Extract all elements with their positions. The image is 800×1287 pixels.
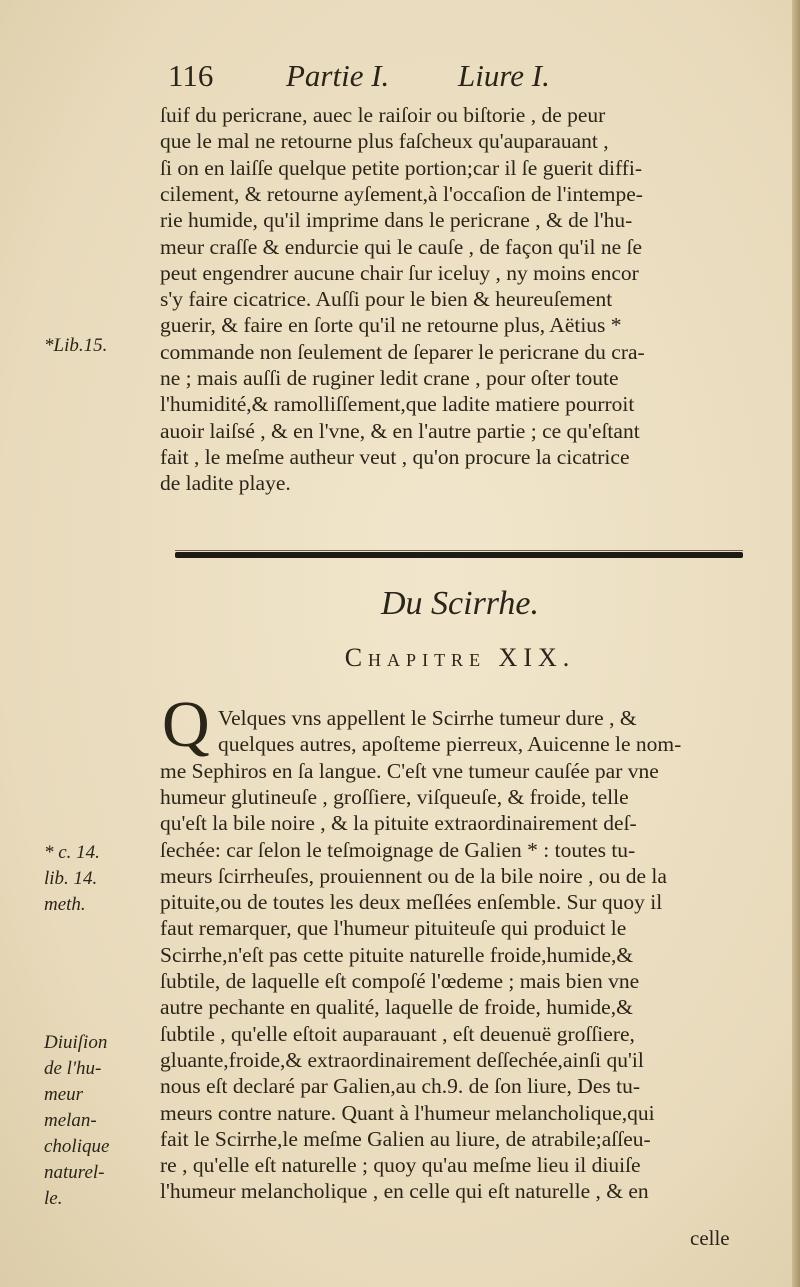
marginal-note-lib15: *Lib.15. — [44, 335, 108, 356]
text-line: nous eſt declaré par Galien,au ch.9. de ſon liure, Des tu- — [160, 1074, 640, 1099]
marginal-note-line: * c. 14. — [44, 842, 100, 863]
page-edge — [792, 0, 800, 1287]
text-line: l'humeur melancholique , en celle qui eſt naturelle , & en — [160, 1179, 649, 1204]
marginal-note-division — [44, 1030, 154, 1212]
text-line: meurs ſcirrheuſes, prouiennent ou de la bile noire , ou de la — [160, 863, 667, 888]
rule-line-thin — [175, 550, 743, 551]
text-line: humeur glutineuſe , groſſiere, viſqueuſe, & froide, telle — [160, 784, 629, 809]
text-line: Velques vns appellent le Scirrhe tumeur dure , & — [218, 706, 637, 730]
text-line: cilement, & retourne ayſement,à l'occaſion de l'intempe- — [160, 181, 643, 206]
text-line: de ladite playe. — [160, 471, 291, 496]
text-line: fait le Scirrhe,le meſme Galien au liure, de atrabile;aſſeu- — [160, 1126, 651, 1151]
page-number: 116 — [168, 58, 214, 93]
marginal-note-galien — [44, 840, 154, 918]
text-line: quelques autres, apoſteme pierreux, Auicenne le nom- — [218, 732, 682, 757]
marginal-note-line: Diuiſion — [44, 1032, 108, 1053]
text-line: re , qu'elle eſt naturelle ; quoy qu'au meſme lieu il diuiſe — [160, 1153, 641, 1178]
text-line: l'humidité,& ramolliſſement,que ladite matiere pourroit — [160, 392, 635, 417]
text-line: ſuif du pericrane, auec le raiſoir ou biſtorie , de peur — [160, 103, 606, 127]
running-header — [168, 58, 748, 98]
marginal-note-line: de l'hu- — [44, 1058, 102, 1079]
text-line: s'y faire cicatrice. Auſſi pour le bien & heureuſement — [160, 287, 613, 312]
text-line: peut engendrer aucune chair ſur iceluy , ny moins encor — [160, 260, 639, 285]
section-divider-rule — [175, 552, 743, 558]
catchword: celle — [690, 1226, 730, 1250]
marginal-note-line: lib. 14. — [44, 868, 98, 889]
drop-cap: Q — [162, 688, 210, 761]
marginal-note-line: cholique — [44, 1136, 110, 1157]
text-line: qu'eſt la bile noire , & la pituite extraordinairement deſ- — [160, 811, 637, 836]
section-title: Du Scirrhe. — [380, 585, 540, 622]
text-line: faut remarquer, que l'humeur pituiteuſe qui produict le — [160, 916, 627, 941]
marginal-note-line: meur — [44, 1084, 84, 1105]
text-line: pituite,ou de toutes les deux meſlées enſemble. Sur quoy il — [160, 890, 663, 915]
text-line: ſi on en laiſſe quelque petite portion;car il ſe guerit diffi- — [160, 155, 643, 180]
text-line: ne ; mais auſſi de ruginer ledit crane , pour oſter toute — [160, 366, 619, 390]
text-line: ſubtile , qu'elle eſtoit auparauant , eſt deuenuë groſſiere, — [160, 1021, 635, 1046]
text-line: ſubtile, de laquelle eſt compoſé l'œdeme ; mais bien vne — [160, 969, 640, 993]
text-line: fait , le meſme autheur veut , qu'on procure la cicatrice — [160, 444, 630, 469]
text-line: meur craſſe & endurcie qui le cauſe , de façon qu'il ne ſe — [160, 234, 643, 259]
marginal-note-line: naturel- — [44, 1162, 105, 1183]
text-line: auoir laiſsé , & en l'vne, & en l'autre partie ; ce qu'eſtant — [160, 418, 640, 443]
header-part: Partie I. — [286, 58, 390, 93]
marginal-note-line: melan- — [44, 1110, 97, 1131]
chapter-title: Chapitre XIX. — [344, 643, 576, 672]
text-line: que le mal ne retourne plus faſcheux qu'auparauant , — [160, 129, 609, 154]
text-line: ſechée: car ſelon le teſmoignage de Galien * : toutes tu- — [160, 837, 636, 862]
text-line: autre pechante en qualité, laquelle de froide, humide,& — [160, 995, 633, 1020]
marginal-note-line: meth. — [44, 894, 86, 915]
text-line: guerir, & faire en ſorte qu'il ne retourne plus, Aëtius * — [160, 313, 622, 338]
marginal-note-line: le. — [44, 1188, 63, 1209]
header-book: Liure I. — [458, 58, 550, 93]
text-line: me Sephiros en ſa langue. C'eſt vne tumeur cauſée par vne — [160, 758, 659, 783]
text-line: Scirrhe,n'eſt pas cette pituite naturelle froide,humide,& — [160, 942, 634, 967]
text-line: commande non ſeulement de ſeparer le pericrane du cra- — [160, 339, 645, 364]
text-line: gluante,froide,& extraordinairement deſſechée,ainſi qu'il — [160, 1047, 644, 1072]
text-line: meurs contre nature. Quant à l'humeur melancholique,qui — [160, 1100, 655, 1125]
text-line: rie humide, qu'il imprime dans le pericrane , & de l'hu- — [160, 208, 633, 233]
